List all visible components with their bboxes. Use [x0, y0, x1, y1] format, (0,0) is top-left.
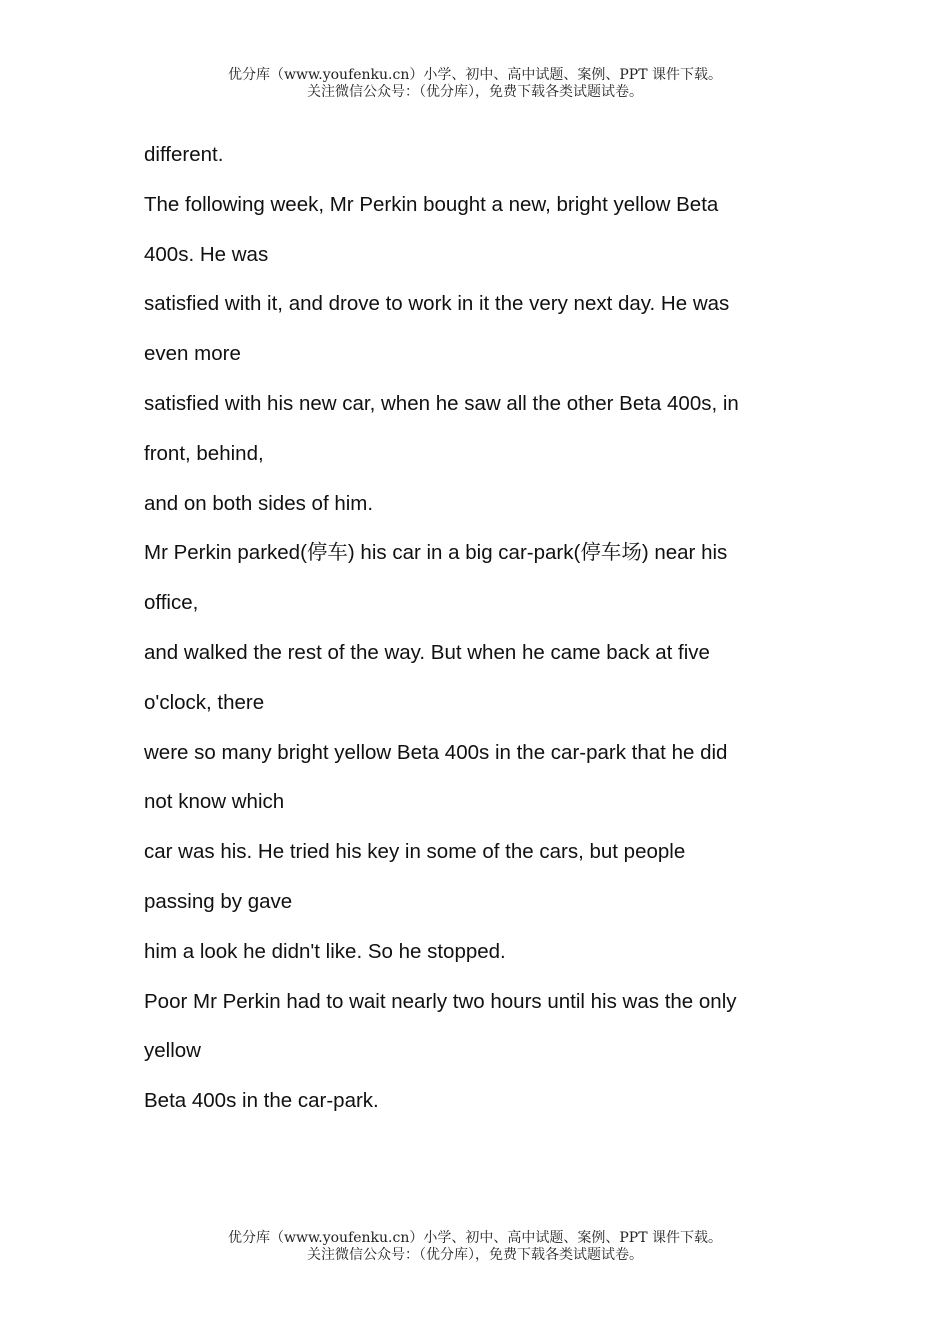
- text-line: different.: [144, 143, 224, 166]
- text-line: The following week, Mr Perkin bought a new, bright yellow Beta: [144, 192, 719, 216]
- text-line: were so many bright yellow Beta 400s in the car-park that he did: [144, 740, 728, 764]
- text-line: o'clock, there: [144, 690, 265, 714]
- text-line: Beta 400s in the car-park.: [144, 1089, 379, 1113]
- text-line: even more: [144, 342, 241, 366]
- text-line: passing by gave: [144, 889, 293, 913]
- text-line: yellow: [144, 1039, 201, 1063]
- page-header: [0, 67, 950, 101]
- text-line: 400s. He was: [144, 242, 269, 266]
- text-line: Mr Perkin parked(停车) his car in a big car-park(停车场) near his: [144, 541, 728, 565]
- text-line: office,: [144, 591, 199, 615]
- text-line: not know which: [144, 790, 285, 814]
- text-line: car was his. He tried his key in some of the cars, but people: [144, 840, 686, 864]
- page-footer: [0, 1230, 950, 1264]
- text-line: Poor Mr Perkin had to wait nearly two hours until his was the only: [144, 989, 737, 1013]
- body-text: [144, 130, 824, 1126]
- header-line-2: 关注微信公众号：（优分库），免费下载各类试题试卷。: [307, 84, 643, 100]
- footer-line-2: 关注微信公众号：（优分库），免费下载各类试题试卷。: [307, 1247, 643, 1263]
- text-line: satisfied with his new car, when he saw all the other Beta 400s, in: [144, 391, 739, 415]
- header-line-1: 优分库（www.youfenku.cn）小学、初中、高中试题、案例、PPT 课件下载。: [227, 67, 722, 83]
- text-line: him a look he didn't like. So he stopped.: [144, 939, 506, 963]
- text-line: front, behind,: [144, 441, 264, 465]
- text-line: and walked the rest of the way. But when he came back at five: [144, 640, 710, 664]
- text-line: satisfied with it, and drove to work in it the very next day. He was: [144, 292, 730, 316]
- text-line: and on both sides of him.: [144, 491, 374, 515]
- footer-line-1: 优分库（www.youfenku.cn）小学、初中、高中试题、案例、PPT 课件下载。: [227, 1230, 722, 1246]
